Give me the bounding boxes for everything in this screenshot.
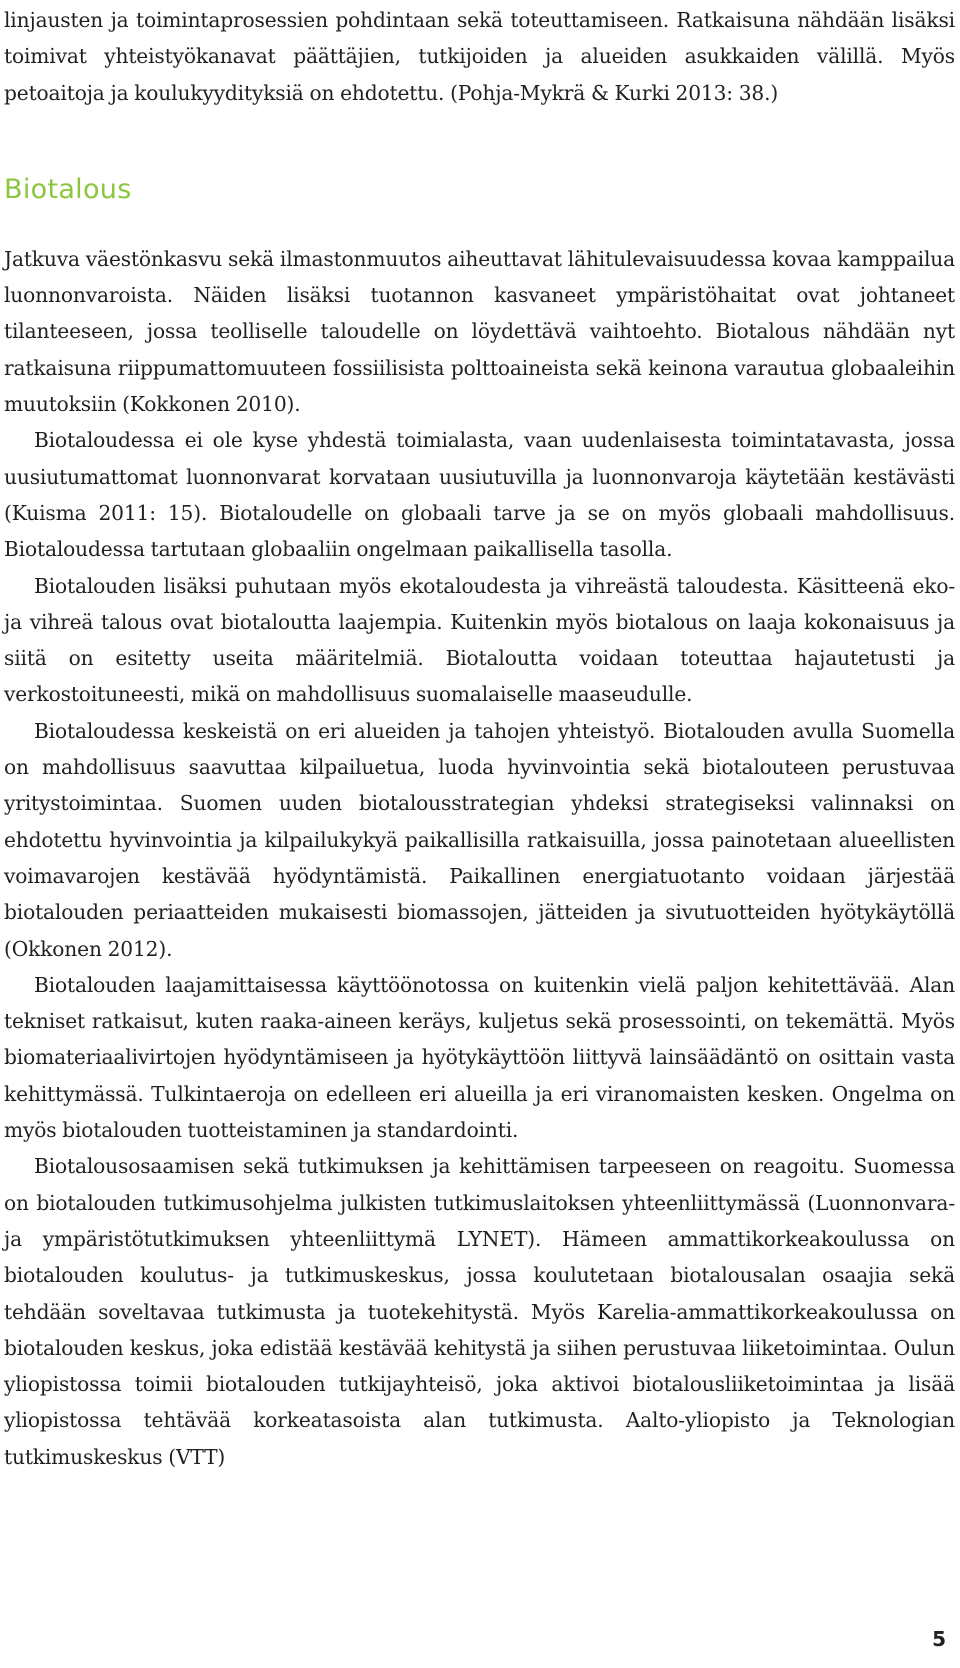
body-paragraph: Jatkuva väestönkasvu sekä ilmastonmuutos aiheuttavat lähitulevaisuudessa kovaa kamppailua luonnonvaroista. Näiden lisäksi tuotannon kasvaneet ympäristöhaitat ovat johtaneet tilanteeseen, jossa teolliselle taloudelle on löydettävä vaihtoehto. Biotalous nähdään nyt ratkaisuna riippumattomuuteen fossiilisista polttoaineista sekä keinona varautua globaaleihin muutoksiin (Kokkonen 2010). — [4, 246, 955, 417]
body-paragraph: Biotalousosaamisen sekä tutkimuksen ja kehittämisen tarpeeseen on reagoitu. Suomessa on biotalouden tutkimusohjelma julkisten tutkimuslaitoksen yhteenliittymässä (Luonnonvara- ja ympäristötutkimuksen yhteenliittymä LYNET). Hämeen ammattikorkeakoulussa on biotalouden koulutus- ja tutkimuskeskus, jossa koulutetaan biotalousalan osaajia sekä tehdään soveltavaa tutkimusta ja tuotekehitystä. Myös Karelia-ammattikorkeakoulussa on biotalouden keskus, joka edistää kestävää kehitystä ja siihen perustuvaa liiketoimintaa. Oulun yliopistossa toimii biotalouden tutkijayhteisö, joka aktivoi biotalousliiketoimintaa ja lisää yliopistossa tehtävää korkeatasoista alan tutkimusta. Aalto-yliopisto ja Teknologian tutkimuskeskus (VTT) — [4, 1154, 955, 1469]
body-paragraph: Biotalouden lisäksi puhutaan myös ekotaloudesta ja vihreästä taloudesta. Käsitteenä eko- ja vihreä talous ovat biotaloutta laajempia. Kuitenkin myös biotalous on laaja kokonaisuus ja siitä on esitetty useita määritelmiä. Biotaloutta voidaan toteuttaa hajautetusti ja verkostoituneesti, mikä on mahdollisuus suomalaiselle maaseudulle. — [4, 573, 955, 707]
page-number: 5 — [932, 1627, 946, 1651]
body-paragraph: Biotalouden laajamittaisessa käyttöönotossa on kuitenkin vielä paljon kehitettävää. Alan tekniset ratkaisut, kuten raaka-aineen keräys, kuljetus sekä prosessointi, on tekemättä. Myös biomateriaalivirtojen hyödyntämiseen ja hyötykäyttöön liittyvä lainsäädäntö on osittain vasta kehittymässä. Tulkintaeroja on edelleen eri alueilla ja eri viranomaisten kesken. Ongelma on myös biotalouden tuotteistaminen ja standardointi. — [4, 972, 955, 1143]
document-page — [4, 0, 955, 1475]
section-heading: Biotalous — [4, 173, 132, 205]
body-paragraph: Biotaloudessa ei ole kyse yhdestä toimialasta, vaan uudenlaisesta toimintatavasta, jossa uusiutumattomat luonnonvarat korvataan uusiutuvilla ja luonnonvaroja käytetään kestävästi (Kuisma 2011: 15). Biotaloudelle on globaali tarve ja se on myös globaali mahdollisuus. Biotaloudessa tartutaan globaaliin ongelmaan paikallisella tasolla. — [4, 428, 955, 562]
intro-paragraph: linjausten ja toimintaprosessien pohdintaan sekä toteuttamiseen. Ratkaisuna nähdään lisäksi toimivat yhteistyökanavat päättäjien, tutkijoiden ja alueiden asukkaiden välillä. Myös petoaitoja ja koulukyydityksiä on ehdotettu. (Pohja-Mykrä & Kurki 2013: 38.) — [4, 8, 955, 105]
body-paragraph: Biotaloudessa keskeistä on eri alueiden ja tahojen yhteistyö. Biotalouden avulla Suomella on mahdollisuus saavuttaa kilpailuetua, luoda hyvinvointia sekä biotalouteen perustuvaa yritystoimintaa. Suomen uuden biotalousstrategian yhdeksi strategiseksi valinnaksi on ehdotettu hyvinvointia ja kilpailukykyä paikallisilla ratkaisuilla, jossa painotetaan alueellisten voimavarojen kestävää hyödyntämistä. Paikallinen energiatuotanto voidaan järjestää biotalouden periaatteiden mukaisesti biomassojen, jätteiden ja sivutuotteiden hyötykäytöllä (Okkonen 2012). — [4, 718, 955, 961]
